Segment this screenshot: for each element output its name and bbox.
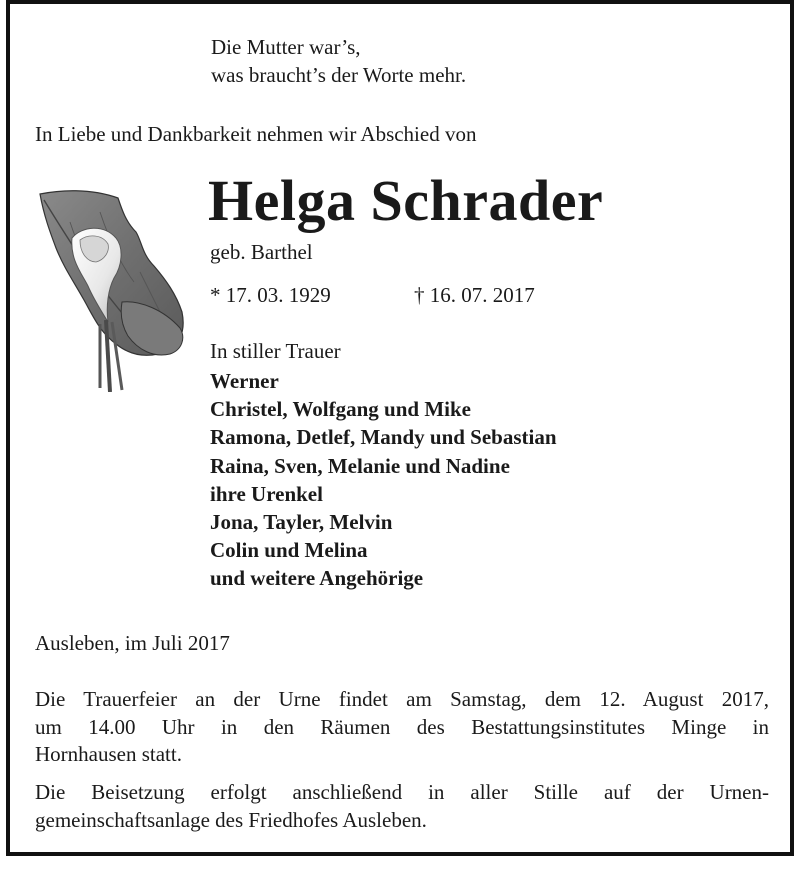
mourner-line: Ramona, Detlef, Mandy und Sebastian bbox=[210, 425, 557, 450]
intro-text: In Liebe und Dankbarkeit nehmen wir Abschied von bbox=[35, 122, 477, 146]
maiden-name: geb. Barthel bbox=[210, 240, 313, 264]
burial-line: gemeinschaftsanlage des Friedhofes Ausleben. bbox=[35, 807, 427, 832]
mourner-line: ihre Urenkel bbox=[210, 481, 323, 506]
funeral-paragraph bbox=[35, 686, 769, 769]
deceased-name: Helga Schrader bbox=[208, 168, 604, 233]
mourners-list bbox=[210, 367, 557, 593]
funeral-line: Die Trauerfeier an der Urne findet am Samstag, dem 12. August 2017, bbox=[35, 687, 769, 711]
funeral-line: Hornhausen statt. bbox=[35, 742, 182, 766]
mourner-line: Jona, Tayler, Melvin bbox=[210, 509, 393, 534]
poem-line-2: was braucht’s der Worte mehr. bbox=[211, 63, 467, 87]
mourners-intro: In stiller Trauer bbox=[210, 339, 341, 363]
poem bbox=[211, 33, 466, 89]
mourner-line: Christel, Wolfgang und Mike bbox=[210, 397, 471, 422]
mourner-line: Colin und Melina bbox=[210, 538, 368, 563]
burial-paragraph bbox=[35, 779, 769, 834]
poem-line-1: Die Mutter war’s, bbox=[211, 35, 361, 59]
birth-date: * 17. 03. 1929 bbox=[210, 283, 331, 307]
mourner-line: Raina, Sven, Melanie und Nadine bbox=[210, 453, 510, 478]
calla-lily-icon bbox=[30, 182, 190, 392]
burial-line: Die Beisetzung erfolgt anschließend in aller Stille auf der Urnen- bbox=[35, 780, 769, 804]
mourner-line: und weitere Angehörige bbox=[210, 566, 424, 591]
death-date: † 16. 07. 2017 bbox=[414, 283, 535, 307]
mourner-line: Werner bbox=[210, 369, 279, 393]
place-date: Ausleben, im Juli 2017 bbox=[35, 631, 230, 655]
funeral-line: um 14.00 Uhr in den Räumen des Bestattungsinstitutes Minge in bbox=[35, 714, 769, 739]
